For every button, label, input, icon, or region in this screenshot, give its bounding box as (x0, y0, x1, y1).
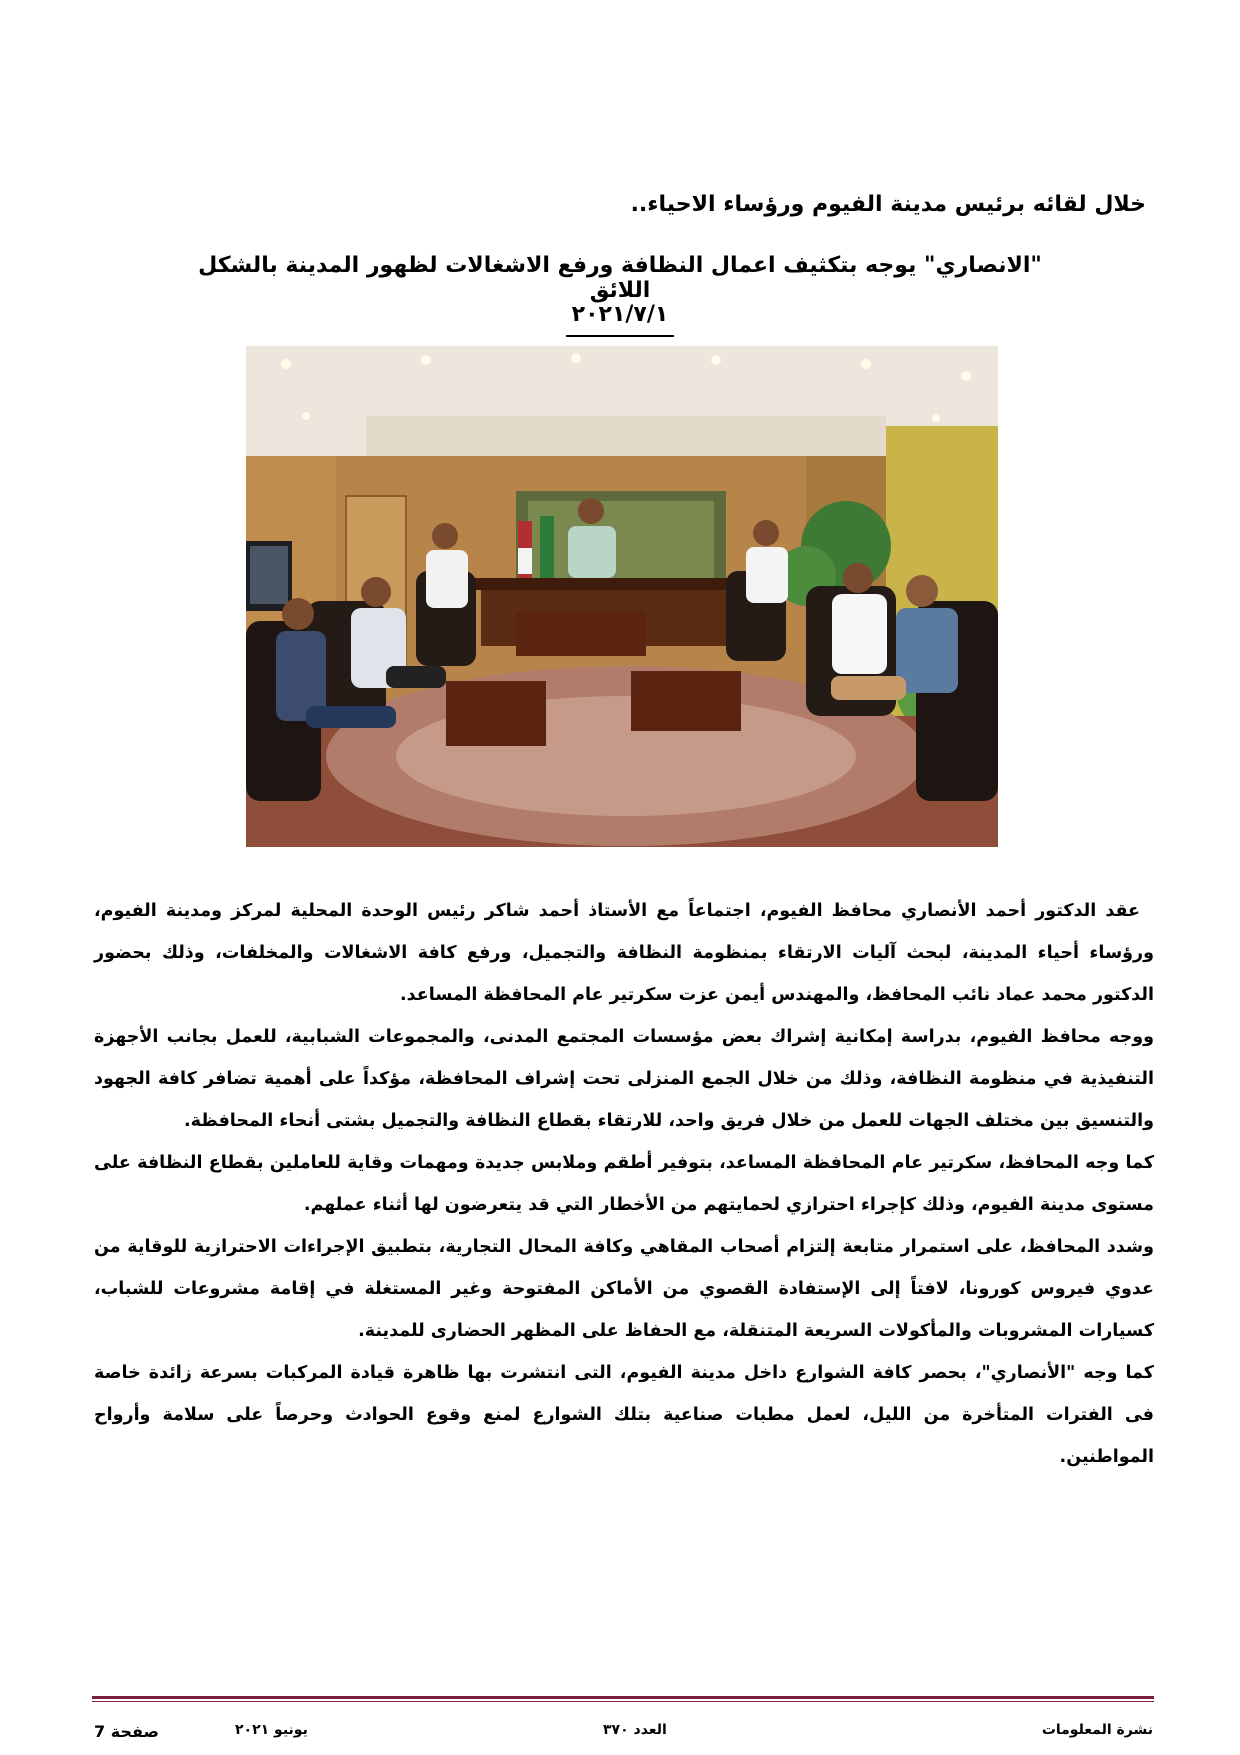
footer-month: يونيو ٢٠٢١ (235, 1722, 308, 1738)
footer-rule-thin (92, 1701, 1154, 1702)
footer-issue-number: العدد ٣٧٠ (603, 1722, 667, 1738)
article-date: ٢٠٢١/٧/١ (571, 302, 669, 327)
article-paragraph: وشدد المحافظ، على استمرار متابعة إلتزام أصحاب المقاهي وكافة المحال التجارية، بتطبيق الإجراءات الاحترازية للوقاية من عدوي فيروس كورونا، لافتاً إلى الإستفادة القصوي من الأماكن المفتوحة وغير المستغلة في إقامة مشروعات للشباب، كسيارات المشروبات والمأكولات السريعة المتنقلة، مع الحفاظ على المظهر الحضارى للمدينة. (94, 1237, 1154, 1341)
article-paragraph: ووجه محافظ الفيوم، بدراسة إمكانية إشراك بعض مؤسسات المجتمع المدنى، والمجموعات الشبابية، للعمل بجانب الأجهزة التنفيذية في منظومة النظافة، وذلك من خلال الجمع المنزلى تحت إشراف المحافظة، مؤكداً على أهمية تضافر كافة الجهود والتنسيق بين مختلف الجهات للعمل من خلال فريق واحد، للارتقاء بقطاع النظافة والتجميل بشتى أنحاء المحافظة. (94, 1027, 1154, 1131)
footer-page-number: صفحة 7 (94, 1722, 159, 1741)
footer-rule (92, 1696, 1154, 1699)
headline-line-1: خلال لقائه برئيس مدينة الفيوم ورؤساء الاحياء.. (630, 192, 1146, 217)
meeting-photo (246, 346, 998, 847)
article-body (94, 890, 1154, 1478)
article-paragraph: كما وجه المحافظ، سكرتير عام المحافظة المساعد، بتوفير أطقم وملابس جديدة ومهمات وقاية للعاملين بقطاع النظافة على مستوى مدينة الفيوم، وذلك كإجراء احترازي لحمايتهم من الأخطار التي قد يتعرضون لها أثناء عملهم. (94, 1153, 1154, 1215)
headline-line-2: "الانصاري" يوجه بتكثيف اعمال النظافة ورفع الاشغالات لظهور المدينة بالشكل اللائق (198, 253, 1042, 303)
article-paragraph: عقد الدكتور أحمد الأنصاري محافظ الفيوم، اجتماعاً مع الأستاذ أحمد شاكر رئيس الوحدة المحلية لمركز ومدينة الفيوم، ورؤساء أحياء المدينة، لبحث آليات الارتقاء بمنظومة النظافة والتجميل، ورفع كافة الاشغالات والمخلفات، وذلك بحضور الدكتور محمد عماد نائب المحافظ، والمهندس أيمن عزت سكرتير عام المحافظة المساعد. (94, 901, 1154, 1005)
date-underline (566, 335, 674, 337)
article-paragraph: كما وجه "الأنصاري"، بحصر كافة الشوارع داخل مدينة الفيوم، التى انتشرت بها ظاهرة قيادة المركبات بسرعة زائدة خاصة فى الفترات المتأخرة من الليل، لعمل مطبات صناعية بتلك الشوارع لمنع وقوع الحوادث وحرصاً على سلامة وأرواح المواطنين. (94, 1363, 1154, 1467)
footer-bulletin-name: نشرة المعلومات (1041, 1722, 1153, 1738)
